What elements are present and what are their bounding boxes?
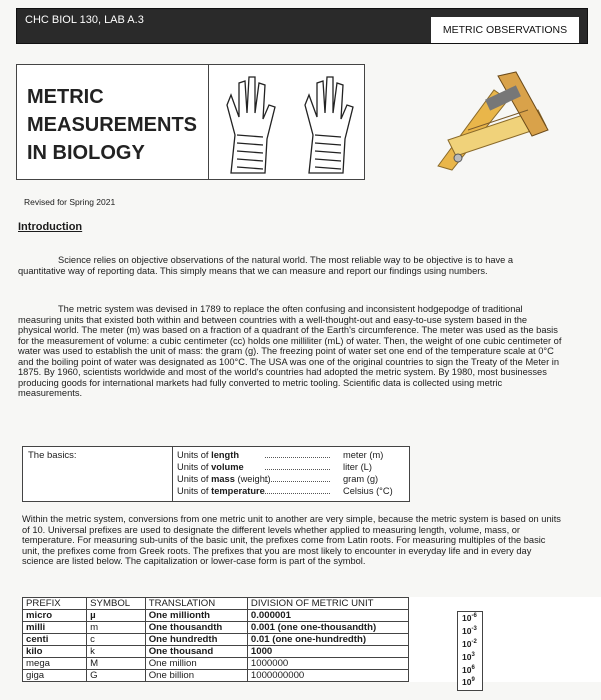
table-header-row	[23, 598, 601, 610]
basics-list	[172, 447, 410, 501]
title-box	[16, 64, 210, 180]
basics-unit-name: temperature	[211, 486, 265, 496]
basics-row	[173, 473, 410, 485]
title-line-3: IN BIOLOGY	[27, 142, 145, 164]
section-tab: METRIC OBSERVATIONS	[431, 17, 579, 43]
prefix-cell: micro	[23, 610, 87, 622]
course-label: CHC BIOL 130, LAB A.3	[25, 14, 144, 26]
header-bar	[16, 8, 588, 44]
basics-unit-prefix: Units of	[177, 486, 212, 496]
division-cell: 0.01 (one one-hundredth)	[247, 634, 408, 646]
basics-unit-name: mass	[211, 474, 235, 484]
power-of-ten: $10^{-6}$	[462, 613, 477, 623]
powers-column	[457, 611, 483, 691]
header-translation: TRANSLATION	[145, 598, 247, 610]
prefix-cell: mega	[23, 658, 87, 670]
prefix-cell: milli	[23, 622, 87, 634]
basics-unit-name: length	[211, 450, 239, 460]
table-row	[23, 610, 601, 622]
prefix-table	[22, 597, 601, 682]
division-cell: 1000	[247, 646, 408, 658]
header-symbol: SYMBOL	[87, 598, 146, 610]
division-cell: 1000000	[247, 658, 408, 670]
translation-cell: One billion	[145, 670, 247, 682]
table-row	[23, 670, 601, 682]
basics-label: The basics:	[28, 450, 77, 461]
basics-unit-value: meter (m)	[343, 450, 384, 460]
basics-unit-name: volume	[211, 462, 244, 472]
revision-note: Revised for Spring 2021	[24, 197, 116, 207]
translation-cell: One thousand	[145, 646, 247, 658]
intro-paragraph-1: Science relies on objective observations of the natural world. The most reliable way to be objective is to have a quantitative way of reporting data. This simply means that we can measure and report our findings using numbers.	[18, 255, 514, 276]
hands-illustration	[208, 64, 365, 180]
basics-table	[22, 446, 410, 502]
symbol-cell: µ	[87, 610, 146, 622]
hand-ruler-icon	[209, 65, 364, 179]
basics-unit-prefix: Units of	[177, 462, 212, 472]
translation-cell: One thousandth	[145, 622, 247, 634]
symbol-cell: k	[87, 646, 146, 658]
blank-cell	[408, 598, 600, 610]
symbol-cell: M	[87, 658, 146, 670]
header-division: DIVISION OF METRIC UNIT	[247, 598, 408, 610]
basics-row	[173, 485, 410, 497]
basics-unit-prefix: Units of	[177, 474, 212, 484]
intro-paragraph-3: Within the metric system, conversions from one metric unit to another are very simple, because the metric system is based on units of 10. Universal prefixes are used to designate the different levels whether applied to measuring length, volume, mass, or temperature. For measuring sub-units of the basic unit, the prefixes come from Latin roots. For measuring multiples of the basic unit, the prefixes come from Greek roots. The prefixes that you are most likely to encounter in everyday life and in every day science are listed below. The capitalization or lower-case form is part of the symbol.	[22, 514, 561, 566]
translation-cell: One millionth	[145, 610, 247, 622]
symbol-cell: m	[87, 622, 146, 634]
division-cell: 1000000000	[247, 670, 408, 682]
page-title	[27, 83, 197, 167]
division-cell: 0.000001	[247, 610, 408, 622]
power-of-ten: $10^6$	[462, 665, 475, 675]
power-of-ten: $10^9$	[462, 677, 475, 687]
tools-icon	[428, 70, 554, 172]
prefix-cell: kilo	[23, 646, 87, 658]
basics-row	[173, 449, 410, 461]
introduction-heading: Introduction	[18, 221, 83, 233]
symbol-cell: G	[87, 670, 146, 682]
table-row	[23, 622, 601, 634]
table-row	[23, 646, 601, 658]
division-cell: 0.001 (one one-thousandth)	[247, 622, 408, 634]
power-of-ten: $10^{-3}$	[462, 626, 477, 636]
prefix-cell: centi	[23, 634, 87, 646]
basics-unit-suffix: (weight)	[234, 474, 271, 484]
prefix-cell: giga	[23, 670, 87, 682]
title-line-1: METRIC	[27, 86, 104, 108]
tools-illustration	[428, 70, 554, 172]
basics-unit-value: Celsius (°C)	[343, 486, 393, 496]
basics-row	[173, 461, 410, 473]
symbol-cell: c	[87, 634, 146, 646]
header-prefix: PREFIX	[23, 598, 87, 610]
power-of-ten: $10^{-2}$	[462, 639, 477, 649]
title-line-2: MEASUREMENTS	[27, 114, 198, 136]
translation-cell: One hundredth	[145, 634, 247, 646]
table-row	[23, 634, 601, 646]
translation-cell: One million	[145, 658, 247, 670]
basics-unit-value: liter (L)	[343, 462, 372, 472]
intro-paragraph-2: The metric system was devised in 1789 to replace the often confusing and inconsistent hodgepodge of traditional measuring units that existed both within and between countries with a well-thought-out and easy-to-use system based in the physical world. The meter (m) was based on a fraction of a quadrant of the Earth's circumference. The meter was used as the basis for the measurement of volume: a cubic centimeter (cc) holds one milliliter (mL) of water. Then, the weight of one cubic centimeter of water was used to establish the unit of mass: the gram (g). The freezing point of water set one end of the temperature scale at 0°C and the boiling point of water was designated as 100°C. The USA was one of the original countries to sign the Treaty of the Meter in 1875. By 1960, scientists worldwide and most of the world's countries had adopted the metric system. By 1980, most businesses producing goods for international markets had fully converted to metric tooling. Scientific data is collected using metric measurements.	[18, 304, 562, 398]
power-of-ten: $10^3$	[462, 652, 475, 662]
basics-unit-value: gram (g)	[343, 474, 379, 484]
basics-unit-prefix: Units of	[177, 450, 212, 460]
table-row	[23, 658, 601, 670]
